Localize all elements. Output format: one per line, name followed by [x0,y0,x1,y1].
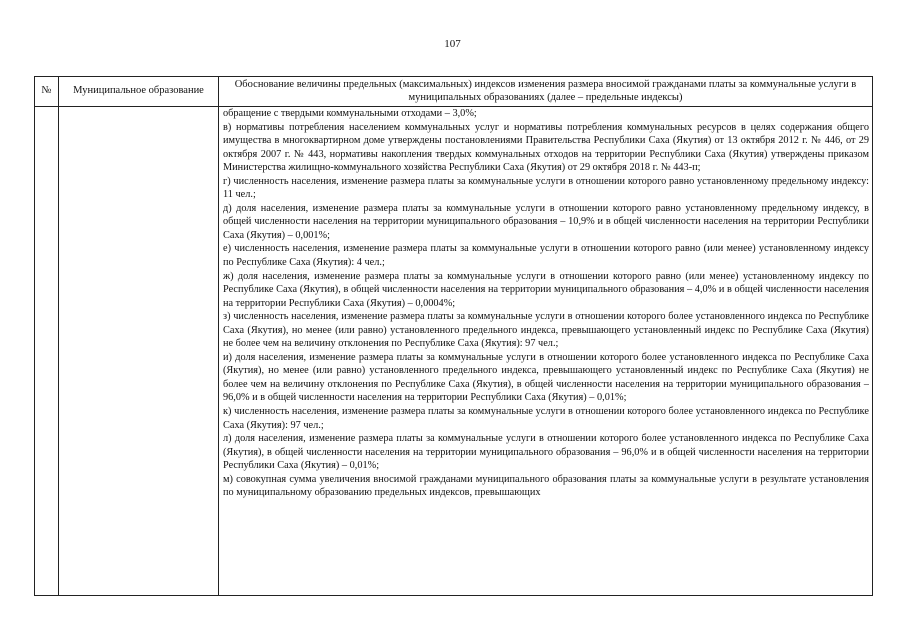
header-municipality: Муниципальное образование [59,77,219,107]
paragraph-g: г) численность населения, изменение размера платы за коммунальные услуги в отношении которого равно установленному предельному индексу: 11 чел.; [223,175,869,201]
cell-municipality [59,107,219,596]
page-number: 107 [444,38,461,50]
paragraph-b-continued: обращение с твердыми коммунальными отходами – 3,0%; [223,108,477,119]
paragraph-zh: ж) доля населения, изменение размера платы за коммунальные услуги в отношении которого равно (или менее) установленному индексу по Республике Саха (Якутия), в общей численности населения на территории муниципального образования – 4,0% и в общей численности населения на территории Республики Саха (Якутия) – 0,0004%; [223,270,869,309]
paragraph-i: и) доля населения, изменение размера платы за коммунальные услуги в отношении которого более установленного индекса по Республике Саха (Якутия), но менее (или равно) установленного предельного индекса, превышающего установленный индекс по Республике Саха (Якутия) не более чем на величину отклонения по Республике Саха (Якутия), в общей численности населения на территории муниципального образования – 96,0% и в общей численности населения на территории Республики Саха (Якутия) – 0,01%; [223,351,869,404]
table-row [35,107,873,596]
paragraph-d: д) доля населения, изменение размера платы за коммунальные услуги в отношении которого равно установленному предельному индексу, в общей численности населения на территории муниципального образования – 10,9% и в общей численности населения на территории Республики Саха (Якутия) – 0,001%; [223,202,869,241]
table-header-row [35,77,873,107]
indices-table [34,76,873,596]
cell-number [35,107,59,596]
header-justification: Обоснование величины предельных (максимальных) индексов изменения размера вносимой гражданами платы за коммунальные услуги в муниципальных образованиях (далее – предельные индексы) [219,77,873,107]
paragraph-e: е) численность населения, изменение размера платы за коммунальные услуги в отношении которого равно (или менее) установленному индексу по Республике Саха (Якутия): 4 чел.; [223,243,869,269]
header-number: № [35,77,59,107]
paragraph-l: л) доля населения, изменение размера платы за коммунальные услуги в отношении которого более установленного индекса по Республике Саха (Якутия), в общей численности населения на территории муниципального образования – 96,0% и в общей численности населения на территории Республики Саха (Якутия) – 0,01%; [223,433,869,472]
cell-justification [219,107,873,596]
paragraph-z: з) численность населения, изменение размера платы за коммунальные услуги в отношении которого более установленного индекса по Республике Саха (Якутия), но менее (или равно) установленного предельного индекса, превышающего установленный индекс по Республике Саха (Якутия) не более чем на величину отклонения по Республике Саха (Якутия): 97 чел.; [223,311,869,350]
paragraph-m: м) совокупная сумма увеличения вносимой гражданами муниципального образования платы за коммунальные услуги в результате установления по муниципальному образованию предельных индексов, превышающих [223,473,869,499]
paragraph-k: к) численность населения, изменение размера платы за коммунальные услуги в отношении которого более установленного индекса по Республике Саха (Якутия): 97 чел.; [223,406,869,431]
paragraph-v: в) нормативы потребления населением коммунальных услуг и нормативы потребления коммунальных ресурсов в целях содержания общего имущества в многоквартирном доме утверждены постановлениями Правительства Республики Саха (Якутия) от 13 октября 2012 г. № 446, от 29 октября 2007 г. № 443, нормативы накопления твердых коммунальных отходов на территории Республики Саха (Якутия) утверждены приказом Министерства жилищно-коммунального хозяйства Республики Саха (Якутия) от 29 октября 2018 г. № 443-п; [223,121,869,174]
